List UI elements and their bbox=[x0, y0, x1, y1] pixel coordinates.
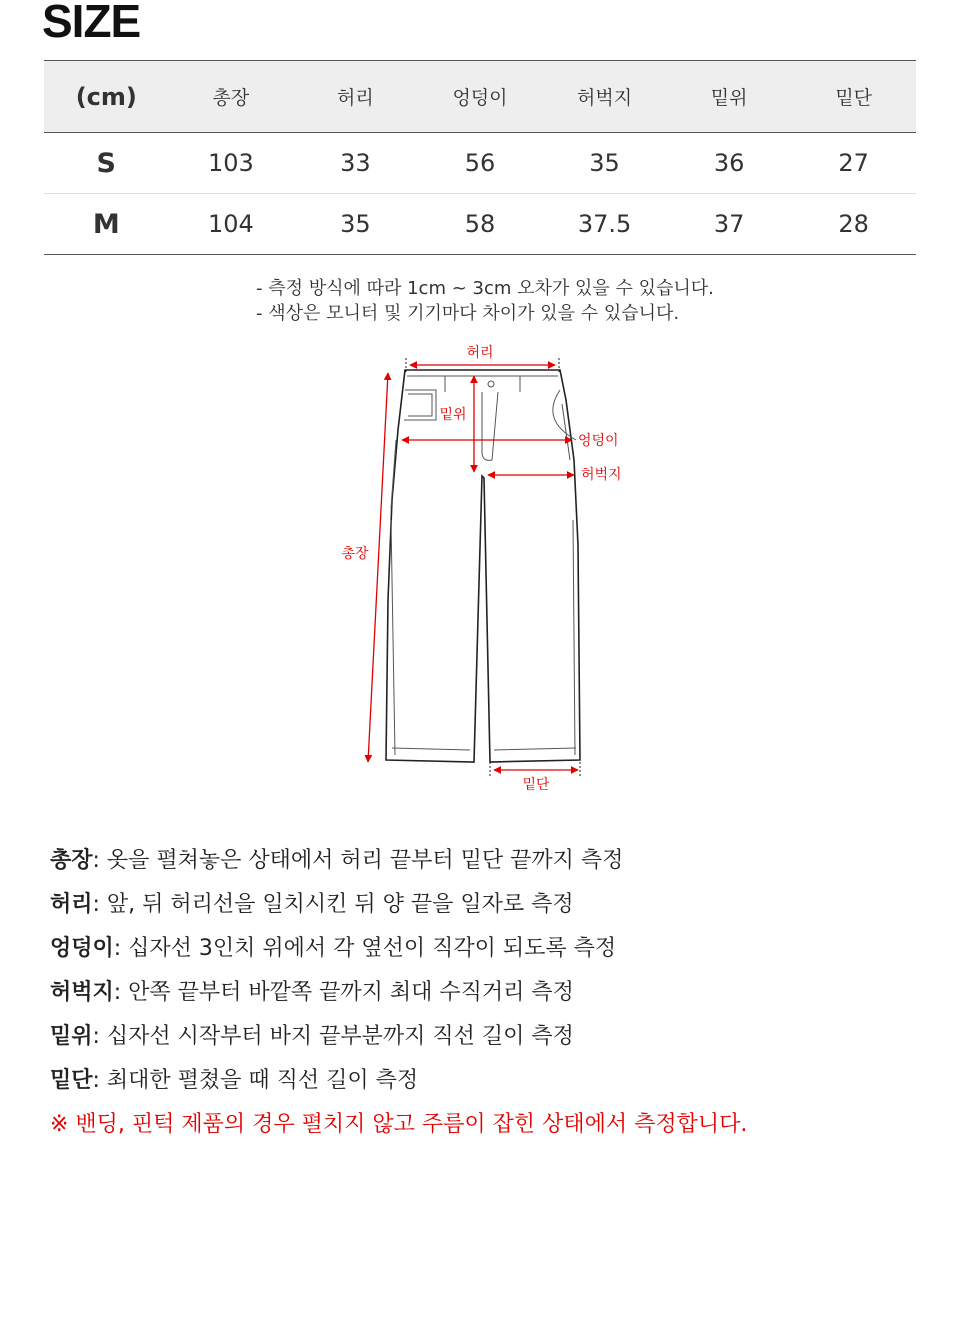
description-text: : 십자선 3인치 위에서 각 옆선이 직각이 되도록 측정 bbox=[113, 936, 617, 961]
header-rise: 밑위 bbox=[667, 61, 792, 133]
description-text: : 옷을 펼쳐놓은 상태에서 허리 끝부터 밑단 끝까지 측정 bbox=[92, 848, 624, 873]
page-title: SIZE bbox=[42, 0, 141, 47]
description-term: 밑위 bbox=[50, 1024, 93, 1049]
table-row bbox=[44, 133, 916, 194]
table-cell: 104 bbox=[169, 194, 294, 255]
measurement-notes bbox=[256, 276, 714, 326]
header-total-length: 총장 bbox=[169, 61, 294, 133]
table-cell: 28 bbox=[791, 194, 916, 255]
table-header-row bbox=[44, 61, 916, 133]
table-cell: 27 bbox=[791, 133, 916, 194]
unit-header: (cm) bbox=[44, 61, 169, 133]
hip-label: 엉덩이 bbox=[578, 433, 619, 449]
table-cell: 103 bbox=[169, 133, 294, 194]
length-label: 총장 bbox=[341, 546, 369, 562]
hem-label: 밑단 bbox=[522, 777, 550, 793]
table-cell: 37 bbox=[667, 194, 792, 255]
description-item bbox=[50, 887, 747, 931]
table-cell: 56 bbox=[418, 133, 543, 194]
description-term: 엉덩이 bbox=[50, 936, 114, 961]
measurement-descriptions bbox=[50, 843, 747, 1151]
description-item bbox=[50, 1063, 747, 1107]
size-label: M bbox=[44, 194, 169, 255]
waist-label: 허리 bbox=[466, 345, 494, 361]
description-term: 총장 bbox=[50, 848, 93, 873]
table-cell: 36 bbox=[667, 133, 792, 194]
table-cell: 35 bbox=[542, 133, 667, 194]
note-line: - 측정 방식에 따라 1cm ~ 3cm 오차가 있을 수 있습니다. bbox=[256, 278, 714, 299]
description-text: : 십자선 시작부터 바지 끝부분까지 직선 길이 측정 bbox=[92, 1024, 574, 1049]
description-text: : 안쪽 끝부터 바깥쪽 끝까지 최대 수직거리 측정 bbox=[113, 980, 574, 1005]
description-term: 허리 bbox=[50, 892, 93, 917]
header-thigh: 허벅지 bbox=[542, 61, 667, 133]
rise-label: 밑위 bbox=[439, 407, 467, 423]
description-item bbox=[50, 931, 747, 975]
table-cell: 58 bbox=[418, 194, 543, 255]
table-cell: 33 bbox=[293, 133, 418, 194]
warning-note: ※ 밴딩, 핀턱 제품의 경우 펼치지 않고 주름이 잡힌 상태에서 측정합니다. bbox=[50, 1112, 748, 1137]
description-item bbox=[50, 975, 747, 1019]
table-cell: 37.5 bbox=[542, 194, 667, 255]
header-waist: 허리 bbox=[293, 61, 418, 133]
description-item bbox=[50, 1019, 747, 1063]
header-hem: 밑단 bbox=[791, 61, 916, 133]
description-item bbox=[50, 843, 747, 887]
description-term: 밑단 bbox=[50, 1068, 93, 1093]
description-text: : 앞, 뒤 허리선을 일치시킨 뒤 양 끝을 일자로 측정 bbox=[92, 892, 574, 917]
pants-measurement-diagram bbox=[330, 338, 650, 803]
table-cell: 35 bbox=[293, 194, 418, 255]
header-hip: 엉덩이 bbox=[418, 61, 543, 133]
table-row bbox=[44, 194, 916, 255]
size-label: S bbox=[44, 133, 169, 194]
description-text: : 최대한 펼쳤을 때 직선 길이 측정 bbox=[92, 1068, 419, 1093]
pants-outline bbox=[386, 370, 580, 762]
thigh-label: 허벅지 bbox=[581, 467, 622, 483]
size-table bbox=[44, 60, 916, 255]
note-line: - 색상은 모니터 및 기기마다 차이가 있을 수 있습니다. bbox=[256, 303, 680, 324]
description-term: 허벅지 bbox=[50, 980, 114, 1005]
